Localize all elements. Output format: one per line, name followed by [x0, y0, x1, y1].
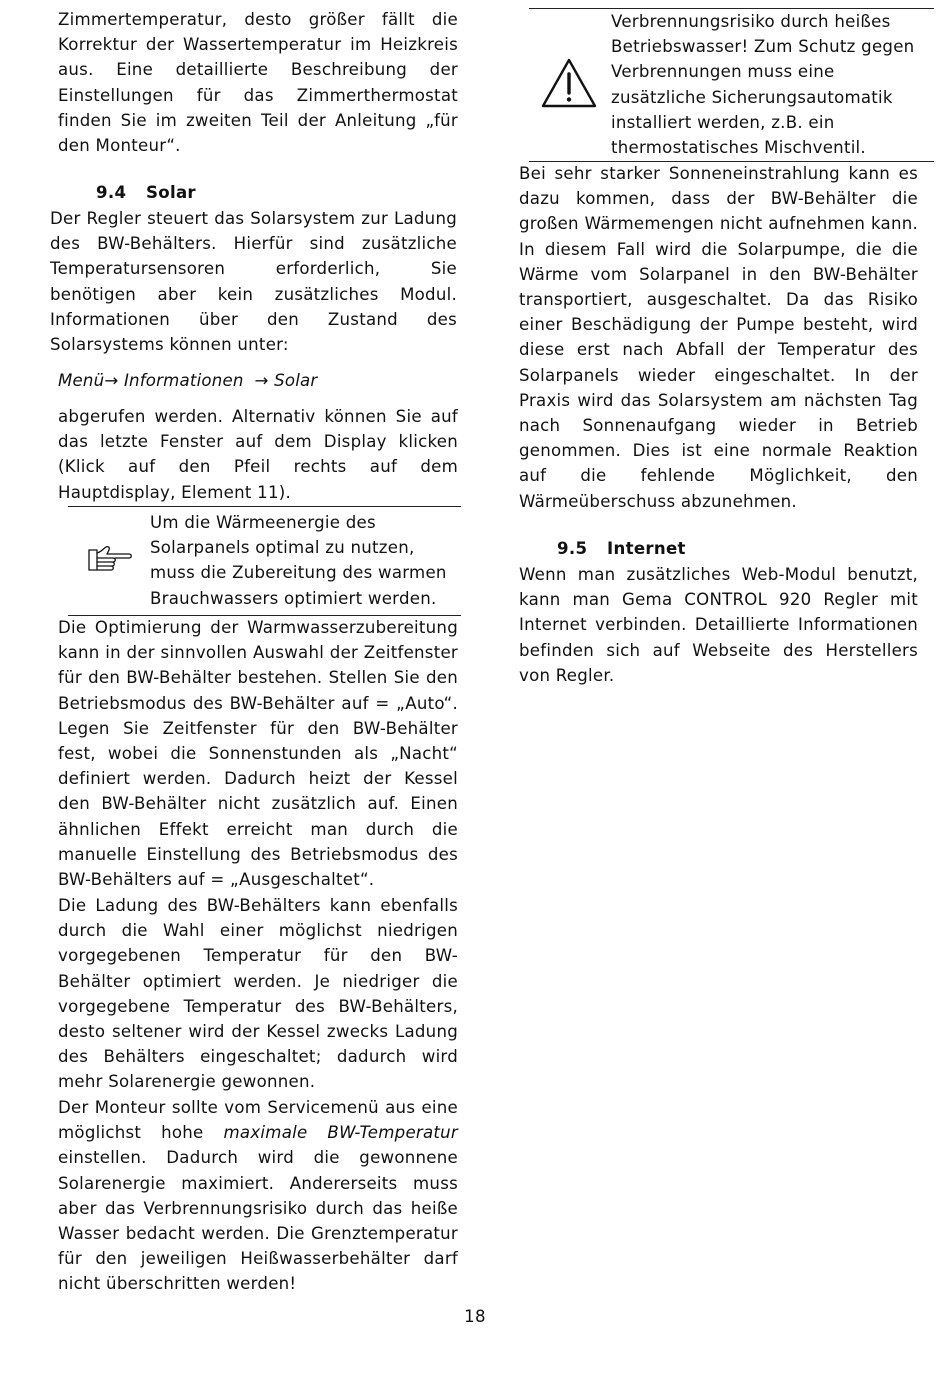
hint-text-cell [150, 510, 452, 611]
hint-box [68, 506, 461, 616]
monteur-text-end: einstellen. Dadurch wird die gewonnene Solarenergie maximiert. Andererseits muss aber das Verbrennungsrisiko durch das heiße Wasser bedacht werden. Die Grenztemperatur für den jeweiligen Heißwasserbehälter darf nicht überschritten werden! [58, 1148, 458, 1294]
paragraph-sonneneinstrahlung: Bei sehr starker Sonneneinstrahlung kann es dazu kommen, dass der BW-Behälter die großen Wärmemengen nicht aufnehmen kann. In diesem Fall wird die Solarpumpe, die die Wärme vom Solarpanel in den BW-Behälter transportiert, ausgeschaltet. Da das Risiko einer Beschädigung der Pumpe besteht, wird diese erst nach Abfall der Temperatur des Solarpanels wieder eingeschaltet. In der Praxis wird das Solarsystem am nächsten Tag nach Sonnenaufgang wieder in Betrieb genommen. Dies ist eine normale Reaktion auf die fehlende Möglichkeit, den Wärmeüberschuss abzunehmen. [519, 164, 918, 511]
section-number: 9.4 [96, 183, 127, 202]
page-number: 18 [464, 1307, 486, 1326]
warning-box [529, 8, 934, 162]
paragraph-monteur [58, 1095, 458, 1297]
warning-icon-cell [529, 9, 609, 161]
section-title: Solar [146, 183, 196, 202]
pointing-hand-icon [83, 544, 135, 578]
paragraph-optimierung: Die Optimierung der Warmwasserzubereitung kann in der sinnvollen Auswahl der Zeitfenster für den BW-Behälter bestehen. Stellen Sie den Betriebsmodus des BW-Behälter auf = „Auto“. Legen Sie Zeitfenster für den BW-Behälter fest, wobei die Sonnenstunden als „Nacht“ definiert werden. Dadurch heizt der Kessel den BW-Behälter nicht zusätzlich auf. Einen ähnlichen Effekt erreicht man durch die manuelle Einstellung des Betriebsmodus des BW-Behälters auf = „Ausgeschaltet“. [58, 618, 458, 890]
monteur-emphasis: maximale BW-Temperatur [223, 1123, 458, 1143]
section-title: Internet [607, 539, 686, 558]
monteur-text-start: Der Monteur sollte vom Servicemenü aus eine möglichst hohe [58, 1098, 458, 1143]
section-number: 9.5 [557, 539, 588, 558]
paragraph-ladung: Die Ladung des BW-Behälters kann ebenfalls durch die Wahl einer möglichst niedrigen vorgegebenen Temperatur für den BW-Behälter optimiert werden. Je niedriger die vorgegebene Temperatur des BW-Behälters, desto seltener wird der Kessel zwecks Ladung des Behälters eingeschaltet; dadurch wird mehr Solarenergie gewonnen. [58, 896, 458, 1092]
paragraph-intro: Zimmertemperatur, desto größer fällt die Korrektur der Wassertemperatur im Heizkreis aus. Eine detaillierte Beschreibung der Einstellungen für das Zimmerthermostat finden Sie im zweiten Teil der Anleitung „für den Monteur“. [58, 10, 458, 156]
hint-icon-cell [68, 507, 150, 615]
warning-text-cell [611, 9, 925, 160]
paragraph-solar: Der Regler steuert das Solarsystem zur Ladung des BW-Behälters. Hierfür sind zusätzliche Temperatursensoren erforderlich, Sie benötigen aber kein zusätzliches Modul. Informationen über den Zustand des Solarsystems können unter: [50, 209, 457, 355]
hint-text: Um die Wärmeenergie des Solarpanels optimal zu nutzen, muss die Zubereitung des warmen Brauchwassers optimiert werden. [150, 513, 447, 608]
section-heading-internet [557, 536, 917, 561]
paragraph-internet: Wenn man zusätzliches Web-Modul benutzt, kann man Gema CONTROL 920 Regler mit Internet verbinden. Detaillierte Informationen befinden sich auf Webseite des Herstellers von Regler. [519, 565, 918, 685]
paragraph-abgerufen: abgerufen werden. Alternativ können Sie auf das letzte Fenster auf dem Display klicken (Klick auf den Pfeil rechts auf dem Hauptdisplay, Element 11). [58, 407, 458, 502]
menu-path: Menü→ Informationen → Solar [58, 371, 318, 390]
warning-text: Verbrennungsrisiko durch heißes Betriebswasser! Zum Schutz gegen Verbrennungen muss eine zusätzliche Sicherungsautomatik installiert werden, z.B. ein thermostatisches Mischventil. [611, 12, 915, 158]
section-heading-solar [96, 180, 456, 205]
warning-triangle-icon [540, 57, 598, 113]
